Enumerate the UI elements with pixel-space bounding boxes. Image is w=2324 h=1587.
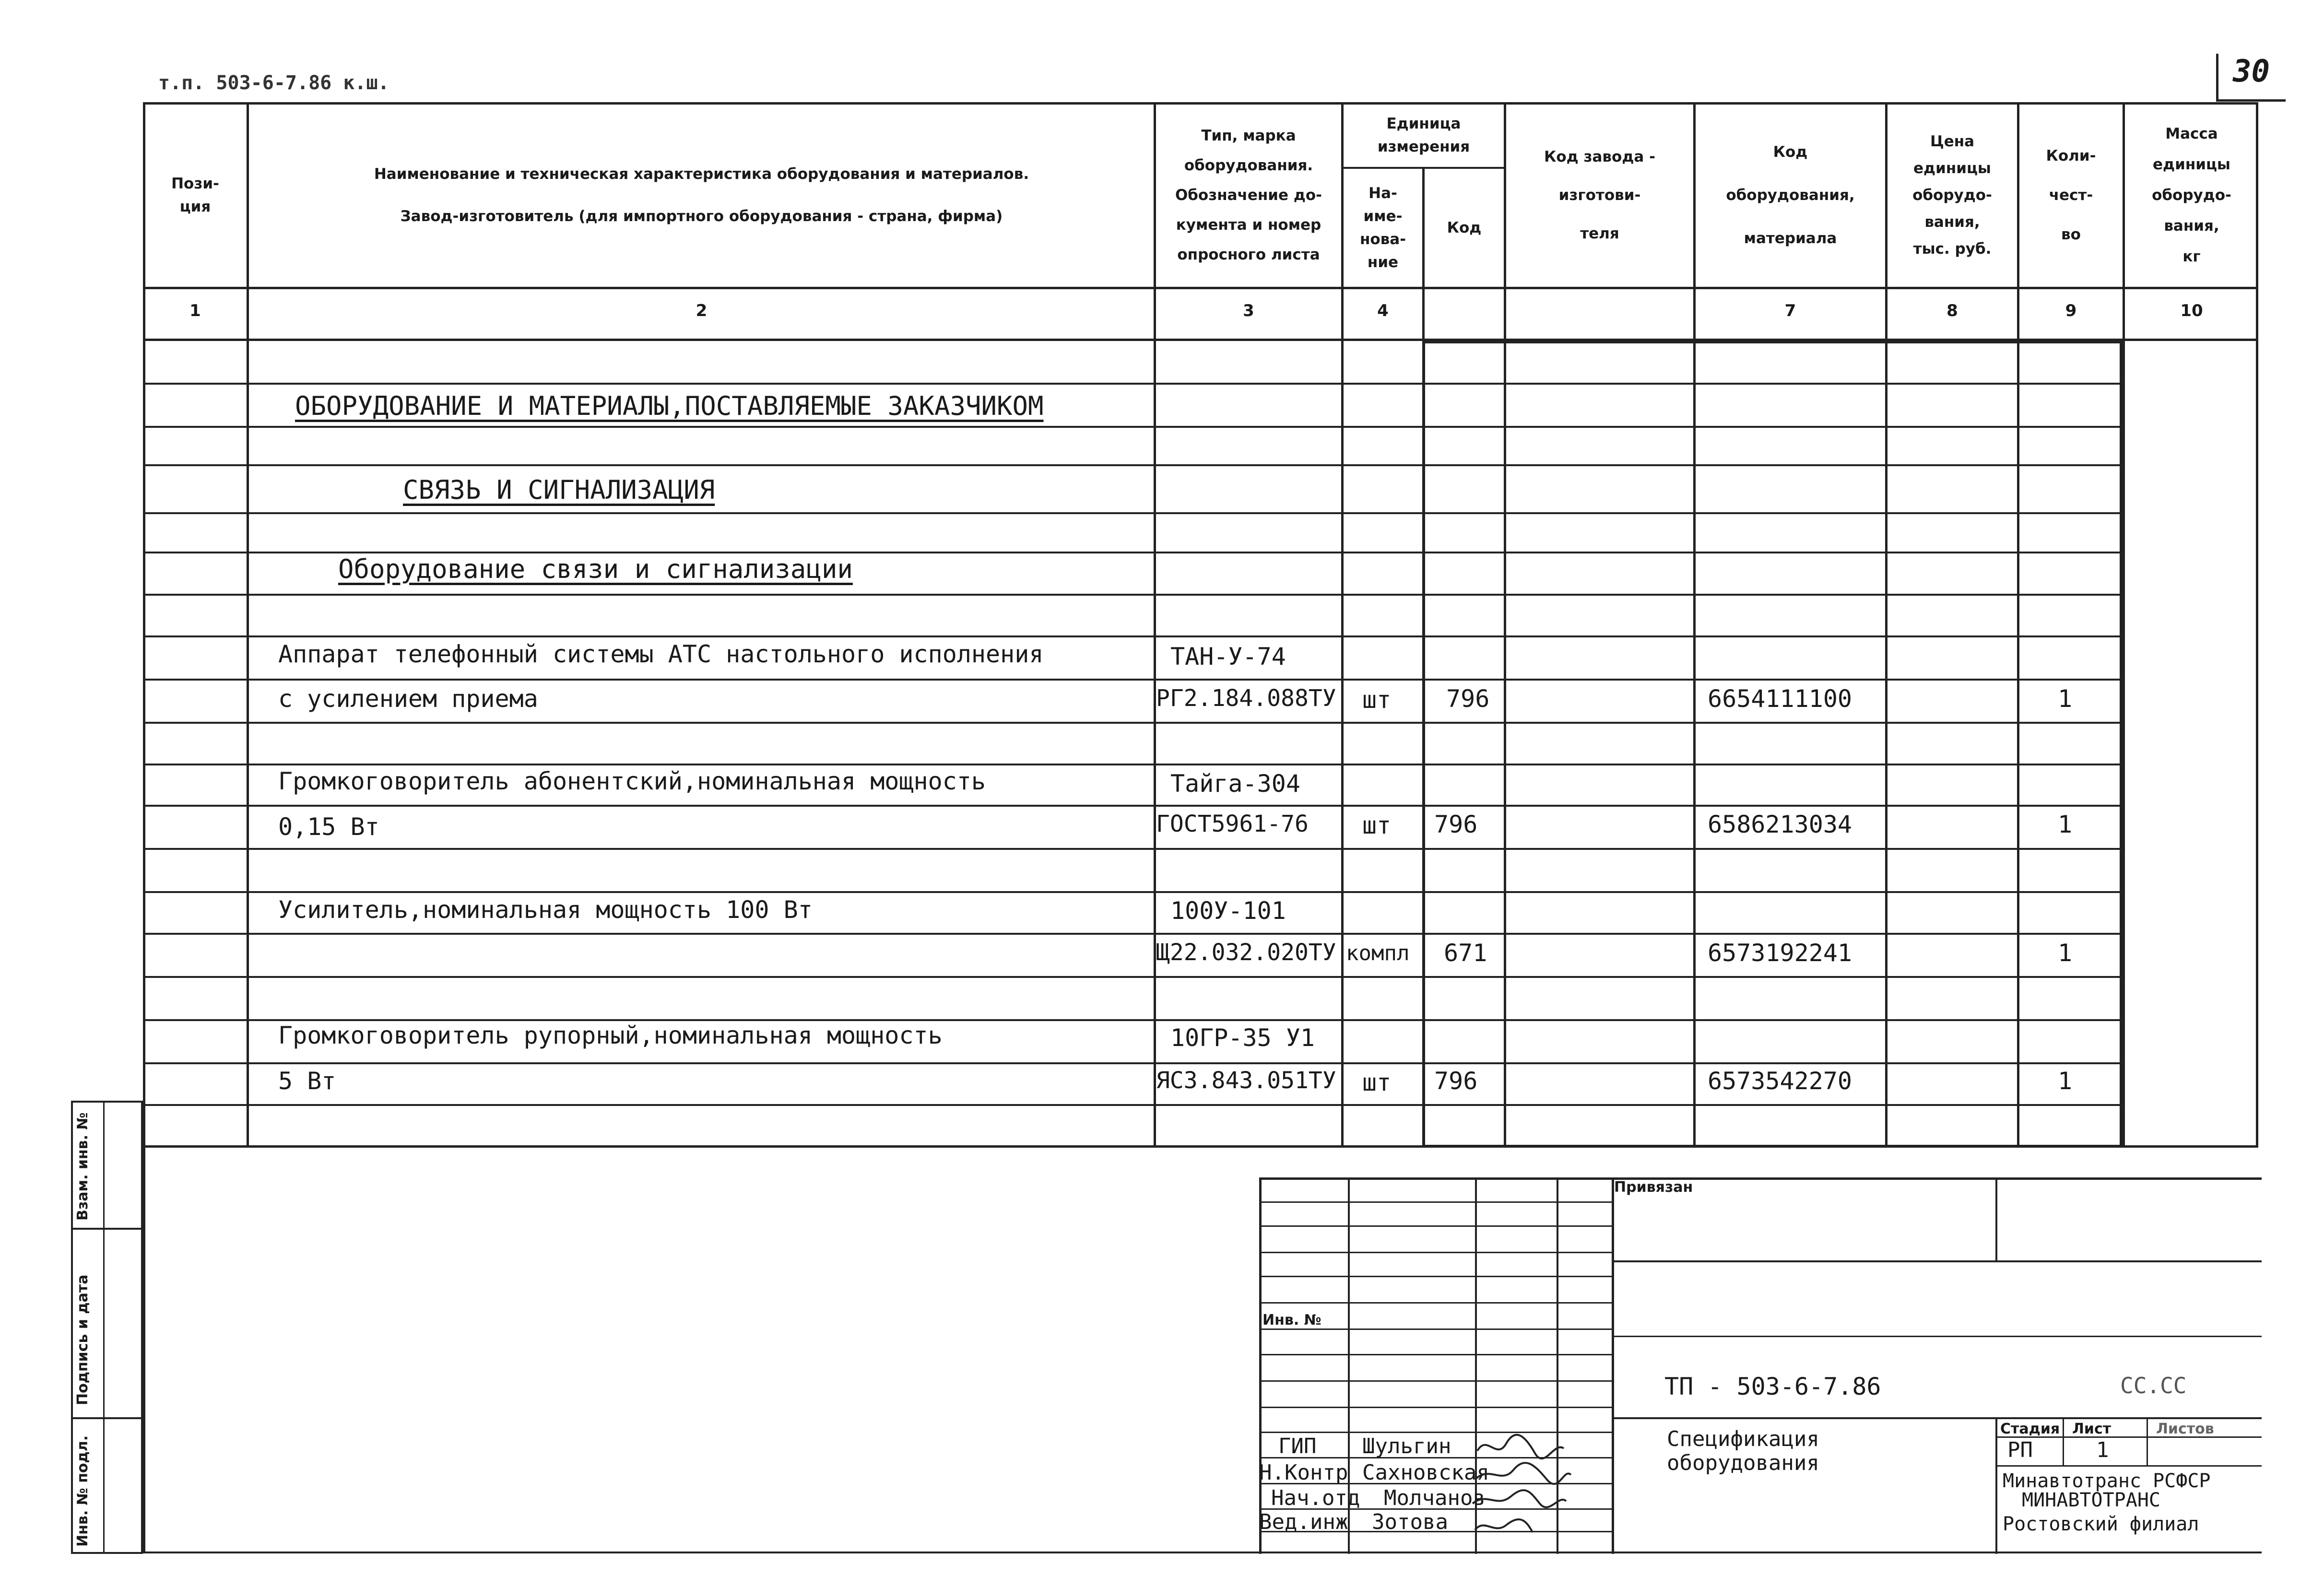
row-line [143,933,2124,935]
stamp-line [1259,1354,1612,1355]
margin-strip-divider [103,1101,105,1554]
row-line [143,764,2124,765]
code-columns-box [1422,341,2123,1148]
col-number: 4 [1377,301,1389,320]
signer-role: Нач.отд [1271,1486,1360,1510]
header-quantity: Коли- чест- во [2046,147,2096,243]
row-line [143,1062,2124,1064]
row-line [143,848,2124,850]
signer-role: ГИП [1278,1434,1317,1458]
item-type-line1: Тайга-304 [1170,770,1300,798]
item-unit: шт [1362,811,1392,839]
col-number: 7 [1784,301,1796,320]
signer-role: Н.Контр [1259,1460,1348,1485]
stamp-line [2147,1417,2148,1465]
stamp-line [1259,1225,1612,1227]
row-line [143,383,2124,385]
item-type-line2: РГ2.184.088ТУ [1156,685,1336,712]
stamp-line [1259,1252,1612,1253]
stamp-line [1612,1336,2262,1337]
inv-no-label: Инв. № [1262,1312,1321,1328]
col-number: 2 [696,301,708,320]
header-material-code: Код оборудования, материала [1726,143,1855,247]
stamp-line [1259,1552,2262,1553]
item-type-line2: ЯС3.843.051ТУ [1156,1067,1336,1094]
numbers-row-bottom-line [143,339,2258,341]
stamp-line [1995,1465,2262,1467]
row-line [143,1104,2124,1106]
signer-name: Шульгин [1362,1434,1451,1458]
row-line [143,679,2124,681]
signature-marks [1468,1432,1583,1552]
signer-role: Вед.инж [1259,1510,1348,1534]
signer-name: Зотова [1372,1510,1448,1534]
header-position: Пози- ция [171,175,219,215]
item-unit-code: 796 [1434,1067,1478,1095]
header-price: Цена единицы оборудо- вания, тыс. руб. [1912,132,1992,258]
row-line [143,891,2124,893]
col-divider [247,102,249,1148]
signer-name: Сахновская [1362,1460,1489,1485]
item-type-line1: ТАН-У-74 [1170,643,1286,670]
item-unit-code: 796 [1434,811,1478,838]
signature-4 [1475,1519,1533,1532]
top-left-code: т.п. 503-6-7.86 к.ш. [158,72,389,94]
stamp-line [1259,1380,1612,1382]
sheets-label: Листов [2156,1421,2214,1437]
side-label-inv-no-podl: Инв. № подл. [74,1435,91,1547]
stamp-line [1259,1302,1612,1304]
row-line [143,1019,2124,1021]
document-title-line1: Спецификация [1667,1427,1819,1451]
item-unit: шт [1362,686,1392,714]
header-unit-group: Единица измерения [1377,115,1470,155]
item-quantity: 1 [2058,811,2073,838]
item-type-line1: 10ГР-35 У1 [1170,1024,1315,1052]
document-title-line2: оборудования [1667,1451,1819,1475]
stage-value: РП [2007,1438,2033,1462]
sheet-number: 30 [2233,54,2270,89]
header-unit-code: Код [1447,219,1482,236]
item-type-line2: Щ22.032.020ТУ [1156,939,1336,966]
document-code: ТП - 503-6-7.86 [1664,1373,1881,1400]
organization-line1: Минавтотранс РСФСР [2003,1470,2211,1492]
row-line [143,1145,2124,1148]
stamp-line [1612,1260,2262,1262]
header-unit-name: На- име- нова- ние [1359,185,1406,271]
item-name-line2: 5 Вт [278,1067,336,1095]
stage-label: Стадия [2000,1421,2060,1437]
col-number: 1 [189,301,201,320]
item-material-code: 6586213034 [1708,811,1852,838]
item-name-line1: Аппарат телефонный системы АТС настольного исполнения [278,640,1044,668]
item-unit: компл [1346,941,1410,965]
item-unit: шт [1362,1069,1392,1096]
group-heading: Оборудование связи и сигнализации [338,554,853,584]
stamp-line [1259,1201,1612,1203]
signature-2 [1475,1463,1571,1484]
margin-strip-divider [71,1417,143,1419]
sheet-label: Лист [2072,1421,2112,1437]
row-line [143,976,2124,978]
item-quantity: 1 [2058,685,2073,713]
item-unit-code: 796 [1446,685,1490,713]
item-name-line2: 0,15 Вт [278,813,379,841]
section-heading-sub: СВЯЗЬ И СИГНАЛИЗАЦИЯ [403,475,715,505]
side-label-podpis-data: Подпись и дата [74,1274,91,1405]
col-number: 8 [1946,301,1958,320]
item-material-code: 6573542270 [1708,1067,1852,1095]
header-bottom-line [143,287,2258,289]
row-line [143,594,2124,596]
frame-left [143,1148,145,1553]
row-line [143,805,2124,807]
item-material-code: 6654111100 [1708,685,1852,713]
signature-3 [1473,1490,1566,1507]
stamp-line [1612,1177,1614,1554]
row-line [143,464,2124,466]
section-heading-main: ОБОРУДОВАНИЕ И МАТЕРИАЛЫ,ПОСТАВЛЯЕМЫЕ ЗАКАЗЧИКОМ [295,391,1044,421]
item-name-line1: Громкоговоритель абонентский,номинальная мощность [278,767,986,795]
side-label-vzam-inv: Взам. инв. № [74,1112,91,1221]
stamp-line [1259,1276,1612,1277]
item-quantity: 1 [2058,939,2073,967]
item-type-line1: 100У-101 [1170,897,1286,925]
item-unit-code: 671 [1444,939,1487,967]
document-suffix: СС.СС [2120,1373,2187,1399]
item-material-code: 6573192241 [1708,939,1852,967]
col-number: 9 [2065,301,2077,320]
row-line [143,635,2124,637]
frame-bottom [143,1552,1261,1553]
stamp-line [1995,1177,1997,1261]
header-name: Наименование и техническая характеристика оборудования и материалов. Завод-изготовитель (для импортного оборудования - страна, фирма) [374,165,1029,225]
row-line [143,426,2124,428]
row-line [143,512,2124,514]
item-name-line1: Усилитель,номинальная мощность 100 Вт [278,896,813,924]
item-type-line2: ГОСТ5961-76 [1156,811,1309,837]
signature-1 [1477,1435,1564,1458]
organization-line3: Ростовский филиал [2003,1513,2199,1535]
stamp-line [1612,1417,2262,1419]
header-manufacturer-code: Код завода - изготови- теля [1544,148,1655,242]
sheet-value: 1 [2096,1438,2109,1462]
col-number: 10 [2180,301,2203,320]
header-type: Тип, марка оборудования. Обозначение до- кумента и номер опросного листа [1175,127,1322,263]
row-line [143,552,2124,553]
stamp-line [1259,1328,1612,1330]
item-name-line1: Громкоговоритель рупорный,номинальная мощность [278,1022,943,1049]
privyazan-label: Привязан [1614,1179,1693,1196]
signer-name: Молчанов [1384,1486,1486,1510]
item-quantity: 1 [2058,1067,2073,1095]
organization-line2: МИНАВТОТРАНС [2022,1489,2160,1511]
item-name-line2: с усилением приема [278,685,538,713]
col-number: 3 [1243,301,1254,320]
margin-strip-divider [71,1228,143,1230]
header-mass: Масса единицы оборудо- вания, кг [2152,125,2231,265]
stamp-line [1259,1407,1612,1408]
row-line [143,722,2124,724]
stamp-line [2063,1417,2064,1465]
